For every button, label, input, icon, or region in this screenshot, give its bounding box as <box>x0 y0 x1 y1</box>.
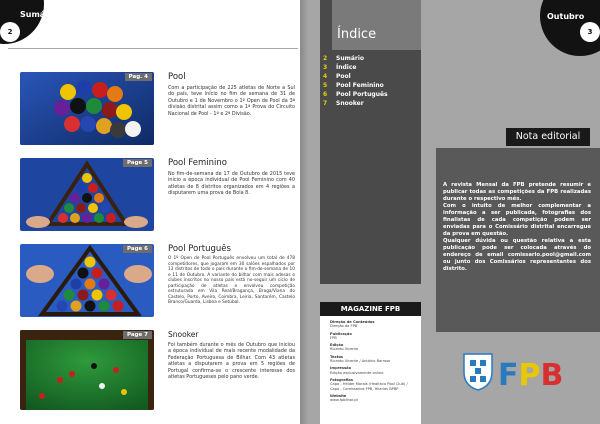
article-title[interactable]: Snooker <box>168 330 199 339</box>
article-title[interactable]: Pool <box>168 72 186 82</box>
editorial-paragraph: Com o intuito de melhor complementar a informação a ser publicada, fotografias dos finalistas de cada competição podem ser enviadas para o Comissário distrital encarregue da prova em questão. <box>443 203 591 237</box>
section-label-left: Sumário <box>20 10 58 19</box>
colophon-label: Fotografias <box>330 377 353 382</box>
index-item-label: Pool <box>336 73 351 80</box>
page-reference-tag: Page 7 <box>123 331 152 339</box>
index-page-number: 3 <box>323 64 328 71</box>
colophon-value: Direção da FPB <box>330 324 358 329</box>
article-snooker[interactable] <box>20 330 295 415</box>
index-item-label: Sumário <box>336 55 365 62</box>
page-number-left: 2 <box>0 22 20 42</box>
article-pool[interactable] <box>20 72 295 152</box>
logo-letters: FPB <box>498 358 564 392</box>
article-pool-portugues[interactable] <box>20 244 295 324</box>
colophon-group <box>330 332 418 341</box>
editorial-paragraph: A revista Mensal da FPB pretende resumir e publicar todas as competições da FPB realizadas durante o respectivo mês. <box>443 182 591 202</box>
page-gutter <box>300 0 308 424</box>
article-photo-pool-portugues[interactable] <box>20 244 154 317</box>
page-reference-tag: Page 5 <box>123 159 152 167</box>
article-title[interactable]: Pool Feminino <box>168 158 227 168</box>
index-item[interactable] <box>323 72 388 81</box>
colophon-group <box>330 343 418 352</box>
colophon-value: Ricardo Vicente <box>330 347 359 352</box>
colophon-value: www.fpbilhar.pt <box>330 398 358 403</box>
colophon-label: Publicação <box>330 331 352 336</box>
index-panel-header <box>332 0 421 50</box>
index-page-number: 7 <box>323 100 328 107</box>
colophon-value: Capa - Hélder Morais (Healthco Pool Club) / Capa - Comissários FPB, Hilarias BPBP <box>330 382 408 391</box>
fpb-logo <box>462 352 567 392</box>
colophon-title: MAGAZINE FPB <box>320 302 421 316</box>
colophon-label: Direção de Conteúdos <box>330 320 375 324</box>
colophon-value: Ricardo Vicente / António Barroso <box>330 359 391 364</box>
colophon-label: Impressão <box>330 366 352 371</box>
index-page-number: 6 <box>323 91 328 98</box>
colophon-label: Textos <box>330 354 344 359</box>
article-pool-feminino[interactable] <box>20 158 295 238</box>
page-reference-tag: Page 6 <box>123 245 152 253</box>
shield-icon <box>464 354 492 390</box>
snooker-table-photo <box>20 330 154 410</box>
editorial-paragraph: Qualquer dúvida ou questão relativa a esta publicação pode ser colocada através do endereço de email comissario.pool@gmail.com ou junto dos Comissários representantes dos distrito. <box>443 238 591 272</box>
title-divider <box>8 48 298 49</box>
article-summary: Com a participação de 225 atletas de Norte a Sul do país, teve início no fim de semana de 31 de Outubro e 1 de Novembro o 1º Open de Pool da 3ª divisão distrital assim como a 1ª Prova do Circuito Nacional de Pool - 1ª e 2ª Divisão. <box>168 85 295 117</box>
article-photo-snooker[interactable] <box>20 330 154 410</box>
index-item[interactable] <box>323 90 388 99</box>
article-title[interactable]: Pool Português <box>168 244 231 254</box>
colophon-value: Edição exclusivamente online <box>330 370 384 375</box>
index-item-label: Pool Feminino <box>336 82 384 89</box>
colophon-group <box>330 355 418 364</box>
index-item[interactable] <box>323 81 388 90</box>
index-title: Índice <box>337 27 377 42</box>
article-summary: O 1º Open de Pool Português envolveu um total de 478 competidores, que jogaram em 30 salões espalhados por 13 distritos de todo o país durante o fim-de-semana de 10 e 11 de Outubro. A variante do bilhar com mais adesas e clubes inscritos no nosso país está no-seguir um ciclo de participação de atletas e envolveu competição estruturada em Vila Real/Bragança, Braga/Viana do Castelo, Porto, Aveiro, Coimbra, Leiria, Santarém, Castelo Branco/Guarda, Lisboa e Setúbal. <box>168 256 295 305</box>
index-item[interactable] <box>323 54 388 63</box>
article-summary: No fim-de-semana de 17 de Outubro de 2015 teve início a época individual de Pool Feminino com 40 atletas de 8 distritos organizados em 4 regiões a disputarem uma prova de Bola 8. <box>168 171 295 197</box>
triangle-rack-photo <box>20 158 154 231</box>
editorial-title: Nota editorial <box>506 128 590 146</box>
page-number-right: 3 <box>580 22 600 42</box>
colophon-value: FPB <box>330 335 337 340</box>
colophon-group <box>330 366 418 375</box>
colophon-label: Website <box>330 393 347 398</box>
article-photo-pool-feminino[interactable] <box>20 158 154 231</box>
colophon-group <box>330 320 418 329</box>
index-item[interactable] <box>323 99 388 108</box>
section-label-right: Outubro <box>547 12 585 21</box>
index-list <box>323 54 388 108</box>
colophon-group <box>330 394 418 403</box>
article-photo-pool[interactable] <box>20 72 154 145</box>
article-summary: Foi também durante o mês de Outubro que iniciou a época individual de mais recente modalidade da Federação Portuguesa de Bilhar. Com 43 atletas atletas a disputarem a prova em 5 regiões de Portugal confirma-se o crescente interesse dos atletas Portugueses pelo pano verde. <box>168 342 295 381</box>
pool-balls-photo <box>20 72 154 145</box>
rack-hands-photo <box>20 244 154 317</box>
colophon-group <box>330 378 418 391</box>
colophon-label: Edição <box>330 343 344 348</box>
editorial-text <box>443 182 591 273</box>
index-page-number: 2 <box>323 55 328 62</box>
index-page-number: 5 <box>323 82 328 89</box>
index-item[interactable] <box>323 63 388 72</box>
index-page-number: 4 <box>323 73 328 80</box>
colophon-credits <box>330 320 418 405</box>
index-item-label: Snooker <box>336 100 364 107</box>
index-item-label: Índice <box>336 64 357 71</box>
page-reference-tag: Pag. 4 <box>125 73 152 81</box>
index-item-label: Pool Português <box>336 91 388 98</box>
